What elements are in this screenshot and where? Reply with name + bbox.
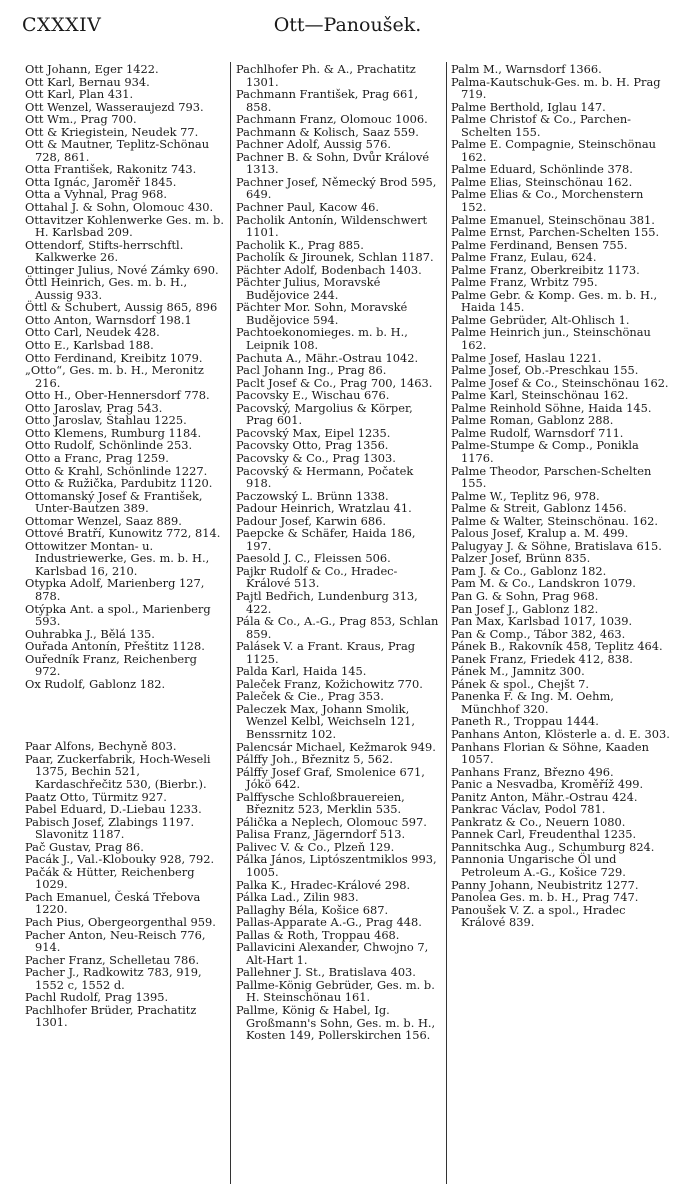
directory-entry: Palme Karl, Steinschönau 162. bbox=[451, 388, 629, 403]
directory-entry: Pannek Carl, Freudenthal 1235. bbox=[451, 827, 637, 842]
directory-entry: Pajtl Bedřich, Lundenburg 313, 422. bbox=[236, 588, 418, 616]
page-number: CXXXIV bbox=[22, 14, 102, 36]
directory-entry: Pach Emanuel, Česká Třebova 1220. bbox=[25, 889, 201, 917]
directory-entry: Pallas-Apparate A.-G., Prag 448. bbox=[236, 915, 422, 930]
directory-entry: Paclt Josef & Co., Prag 700, 1463. bbox=[236, 375, 433, 390]
directory-entry: Palme Berthold, Iglau 147. bbox=[451, 99, 606, 114]
directory-entry: Ott Wenzel, Wasseraujezd 793. bbox=[25, 99, 204, 114]
directory-entry: Palda Karl, Haida 145. bbox=[236, 664, 367, 679]
directory-entry: Ottavitzer Kohlenwerke Ges. m. b. H. Karlsbad 209. bbox=[25, 212, 224, 240]
directory-entry: Palme E. Compagnie, Steinschönau 162. bbox=[451, 137, 656, 164]
column-1 bbox=[25, 63, 225, 1029]
directory-entry: Ottové Bratří, Kunowitz 772, 814. bbox=[25, 526, 221, 541]
directory-entry: Palous Josef, Kralup a. M. 499. bbox=[451, 526, 629, 541]
directory-entry: Pankratz & Co., Neuern 1080. bbox=[451, 814, 626, 829]
directory-entry: Palugyay J. & Söhne, Bratislava 615. bbox=[451, 538, 662, 553]
directory-entry: Pacher J., Radkowitz 783, 919, 1552 c, 1552 d. bbox=[25, 965, 202, 992]
directory-entry: Padour Josef, Karwin 686. bbox=[236, 513, 387, 528]
directory-entry: Palivec V. & Co., Plzeň 129. bbox=[236, 839, 395, 854]
directory-entry: Pálička a Neplech, Olomouc 597. bbox=[236, 814, 427, 829]
directory-entry: Palme Ernst, Parchen-Schelten 155. bbox=[451, 225, 660, 240]
directory-entry: Palzer Josef, Brünn 835. bbox=[451, 551, 591, 566]
directory-entry: Ottahal J. & Sohn, Olomouc 430. bbox=[25, 200, 214, 215]
directory-entry: Pächter Mor. Sohn, Moravské Budějovice 594. bbox=[236, 300, 408, 327]
section-gap bbox=[25, 690, 225, 740]
directory-entry: Panhans Florian & Söhne, Kaaden 1057. bbox=[451, 739, 649, 767]
directory-entry: Palencsár Michael, Kežmarok 949. bbox=[236, 739, 436, 754]
directory-entry: Paepcke & Schäfer, Haida 186, 197. bbox=[236, 526, 416, 553]
directory-entry: Panitz Anton, Mähr.-Ostrau 424. bbox=[451, 789, 638, 804]
directory-entry: Palm M., Warnsdorf 1366. bbox=[451, 62, 602, 76]
directory-entry: Palme Josef & Co., Steinschönau 162. bbox=[451, 375, 669, 390]
directory-entry: Paleček & Cie., Prag 353. bbox=[236, 689, 384, 704]
directory-entry: Palme W., Teplitz 96, 978. bbox=[451, 488, 600, 503]
directory-entry: Pachlhofer Brüder, Prachatitz 1301. bbox=[25, 1002, 197, 1030]
directory-entry: Pacholik K., Prag 885. bbox=[236, 237, 364, 252]
directory-entry: Paatz Otto, Türmitz 927. bbox=[25, 789, 167, 804]
directory-entry: Palma-Kautschuk-Ges. m. b. H. Prag 719. bbox=[451, 74, 661, 102]
directory-entry: Otto H., Ober-Hennersdorf 778. bbox=[25, 388, 210, 403]
directory-entry: Pallme, König & Habel, Ig. Großmann's Sohn, Ges. m. b. H., Kosten 149, Pollerskirchen 156. bbox=[236, 1003, 436, 1043]
directory-entry: Palme Heinrich jun., Steinschönau 162. bbox=[451, 325, 651, 353]
directory-entry: Paesold J. C., Fleissen 506. bbox=[236, 551, 391, 566]
directory-entry: Pallme-König Gebrüder, Ges. m. b. H. Steinschönau 161. bbox=[236, 977, 435, 1005]
directory-entry: Pachtoekonomieges. m. b. H., Leipnik 108. bbox=[236, 325, 408, 353]
directory-entry: Pálffy Josef Graf, Smolenice 671, Jókö 642. bbox=[236, 764, 425, 792]
directory-entry: Palme Emanuel, Steinschönau 381. bbox=[451, 212, 655, 227]
directory-entry: Panny Johann, Neubistritz 1277. bbox=[451, 877, 639, 892]
directory-entry: Panolea Ges. m. b. H., Prag 747. bbox=[451, 890, 639, 905]
directory-entry: Pächter Adolf, Bodenbach 1403. bbox=[236, 262, 422, 277]
directory-entry: Ottomar Wenzel, Saaz 889. bbox=[25, 513, 182, 528]
directory-entry: Ottomanský Josef & František, Unter-Bautzen 389. bbox=[25, 488, 203, 516]
directory-entry: Palffysche Schloßbrauereien, Březnitz 523, Merklin 535. bbox=[236, 789, 405, 817]
directory-entry: Palme Franz, Eulau, 624. bbox=[451, 250, 597, 265]
directory-entry: Palme Ferdinand, Bensen 755. bbox=[451, 237, 628, 252]
directory-entry: Pam J. & Co., Gablonz 182. bbox=[451, 563, 607, 578]
directory-entry: Panoušek V. Z. a spol., Hradec Králové 839. bbox=[451, 902, 626, 930]
directory-entry: Pála & Co., A.-G., Prag 853, Schlan 859. bbox=[236, 614, 439, 641]
directory-entry: Pachmann Franz, Olomouc 1006. bbox=[236, 112, 428, 127]
directory-entry: Pálka Lad., Zilin 983. bbox=[236, 890, 359, 905]
directory-entry: Pálka János, Liptószentmiklos 993, 1005. bbox=[236, 852, 437, 879]
directory-entry: Pachmann & Kolisch, Saaz 559. bbox=[236, 124, 419, 139]
directory-entry: Otto & Ružička, Pardubitz 1120. bbox=[25, 476, 213, 491]
directory-entry: Pálffy Joh., Březnitz 5, 562. bbox=[236, 752, 393, 767]
directory-entry: Pan Josef J., Gablonz 182. bbox=[451, 601, 599, 616]
directory-entry: Otto Carl, Neudek 428. bbox=[25, 325, 160, 340]
directory-entry: Ott & Mautner, Teplitz-Schönau 728, 861. bbox=[25, 137, 210, 164]
directory-entry: Palme Josef, Ob.-Preschkau 155. bbox=[451, 363, 639, 378]
directory-entry: Ouřada Antonín, Přeštitz 1128. bbox=[25, 639, 205, 654]
directory-entry: Pánek M., Jamnitz 300. bbox=[451, 664, 585, 679]
directory-entry: Pachner Paul, Kacow 46. bbox=[236, 200, 379, 215]
directory-entry: Pacovsky & Co., Prag 1303. bbox=[236, 450, 396, 465]
directory-entry: Pan G. & Sohn, Prag 968. bbox=[451, 588, 599, 603]
directory-entry: Pachuta A., Mähr.-Ostrau 1042. bbox=[236, 350, 419, 365]
directory-entry: Pánek B., Rakovník 458, Teplitz 464. bbox=[451, 639, 663, 654]
directory-entry: Palme & Walter, Steinschönau. 162. bbox=[451, 513, 658, 528]
directory-entry: Palme Eduard, Schönlinde 378. bbox=[451, 162, 633, 177]
directory-entry: Öttl & Schubert, Aussig 865, 896 bbox=[25, 300, 218, 315]
directory-entry: Paczowský L. Brünn 1338. bbox=[236, 488, 389, 503]
directory-entry: Palme Rudolf, Warnsdorf 711. bbox=[451, 425, 624, 440]
directory-entry: Palka K., Hradec-Králové 298. bbox=[236, 877, 411, 892]
directory-entry: Paar, Zuckerfabrik, Hoch-Weseli 1375, Bechin 521, Kardaschřečitz 530, (Bierbr.). bbox=[25, 751, 211, 791]
directory-entry: Ott Karl, Bernau 934. bbox=[25, 74, 150, 89]
directory-entry: Panhans Franz, Březno 496. bbox=[451, 764, 614, 779]
directory-entry: Pánek & spol., Chejšt 7. bbox=[451, 676, 590, 691]
directory-entry: Pachlhofer Ph. & A., Prachatitz 1301. bbox=[236, 62, 416, 89]
directory-entry: Otto Jaroslav, Prag 543. bbox=[25, 400, 163, 415]
directory-entry: Palme-Stumpe & Comp., Ponikla 1176. bbox=[451, 438, 639, 465]
directory-entry: Palme Gebrüder, Alt-Ohlisch 1. bbox=[451, 312, 630, 327]
directory-entry: Paneth R., Troppau 1444. bbox=[451, 714, 599, 729]
directory-entry: Ottendorf, Stifts-herrschftl. Kalkwerke 26. bbox=[25, 237, 184, 265]
directory-entry: Palásek V. a Frant. Kraus, Prag 1125. bbox=[236, 639, 416, 666]
directory-entry: Ottinger Julius, Nové Zámky 690. bbox=[25, 262, 219, 277]
directory-entry: Pacovský, Margolius & Körper, Prag 601. bbox=[236, 400, 413, 428]
column-divider bbox=[446, 62, 447, 1184]
directory-entry: Otýpka Ant. a spol., Marienberg 593. bbox=[25, 601, 211, 629]
directory-entry: Palme Theodor, Parschen-Schelten 155. bbox=[451, 463, 652, 491]
directory-entry: Pacl Johann Ing., Prag 86. bbox=[236, 363, 387, 378]
directory-entry: Pacher Franz, Schelletau 786. bbox=[25, 952, 200, 967]
directory-entry: Pannitschka Aug., Schumburg 824. bbox=[451, 839, 655, 854]
directory-entry: Pacholik Antonín, Wildenschwert 1101. bbox=[236, 212, 428, 240]
directory-entry: Pach Pius, Obergeorgenthal 959. bbox=[25, 915, 216, 929]
directory-entry: Pajkr Rudolf & Co., Hradec-Králové 513. bbox=[236, 563, 398, 591]
directory-entry: Pabel Eduard, D.-Liebau 1233. bbox=[25, 802, 202, 817]
directory-entry: Pan Max, Karlsbad 1017, 1039. bbox=[451, 614, 633, 629]
directory-entry: Otto Jaroslav, Štahlau 1225. bbox=[25, 413, 187, 428]
directory-entry: Otta a Vyhnal, Prag 968. bbox=[25, 187, 168, 202]
directory-entry: Paar Alfons, Bechyně 803. bbox=[25, 739, 177, 754]
column-2 bbox=[236, 63, 441, 1042]
page-header bbox=[0, 0, 695, 55]
directory-entry: Pankrac Václav, Podol 781. bbox=[451, 802, 606, 817]
directory-entry: Ottowitzer Montan- u. Industriewerke, Ges. m. b. H., Karlsbad 16, 210. bbox=[25, 538, 210, 578]
directory-entry: Otto Ferdinand, Kreibitz 1079. bbox=[25, 350, 203, 365]
directory-entry: Pallehner J. St., Bratislava 403. bbox=[236, 965, 416, 980]
directory-entry: Ott & Kriegistein, Neudek 77. bbox=[25, 124, 199, 139]
directory-entry: Ott Johann, Eger 1422. bbox=[25, 62, 159, 76]
directory-entry: Pacholík & Jirounek, Schlan 1187. bbox=[236, 250, 434, 265]
directory-entry: Pacovsky Otto, Prag 1356. bbox=[236, 438, 389, 453]
directory-entry: Pächter Julius, Moravské Budějovice 244. bbox=[236, 275, 381, 302]
directory-entry: Paleczek Max, Johann Smolik, Wenzel Kelbl, Weichseln 121, Benssrnitz 102. bbox=[236, 701, 416, 741]
directory-entry: Öttl Heinrich, Ges. m. b. H., Aussig 933. bbox=[25, 275, 188, 302]
directory-entry: Paleček Franz, Kožichowitz 770. bbox=[236, 676, 423, 691]
directory-entry: Pacovsky E., Wischau 676. bbox=[236, 388, 390, 403]
directory-entry: Otto & Krahl, Schönlinde 1227. bbox=[25, 463, 208, 478]
directory-entry: Pan & Comp., Tábor 382, 463. bbox=[451, 626, 626, 641]
directory-entry: Pacák J., Val.-Klobouky 928, 792. bbox=[25, 852, 215, 867]
directory-entry: Panenka F. & Ing. M. Oehm, Münchhof 320. bbox=[451, 689, 614, 716]
column-divider bbox=[230, 62, 231, 1184]
directory-entry: Otto Anton, Warnsdorf 198.1 bbox=[25, 312, 192, 327]
directory-entry: Otto a Franc, Prag 1259. bbox=[25, 450, 169, 465]
directory-entry: Pallas & Roth, Troppau 468. bbox=[236, 927, 400, 942]
directory-entry: Ox Rudolf, Gablonz 182. bbox=[25, 676, 166, 691]
directory-entry: Otta František, Rakonitz 743. bbox=[25, 162, 197, 177]
directory-entry: Palme Franz, Wrbitz 795. bbox=[451, 275, 598, 290]
directory-entry: Pannonia Ungarische Öl und Petroleum A.-G., Košice 729. bbox=[451, 852, 626, 879]
directory-entry: Panek Franz, Friedek 412, 838. bbox=[451, 651, 633, 666]
directory-entry: Palme Reinhold Söhne, Haida 145. bbox=[451, 400, 652, 415]
directory-entry: Pač Gustav, Prag 86. bbox=[25, 839, 144, 854]
running-head: Ott—Panoušek. bbox=[273, 14, 422, 36]
directory-entry: Palme Gebr. & Komp. Ges. m. b. H., Haida 145. bbox=[451, 287, 658, 315]
directory-entry: Padour Heinrich, Wratzlau 41. bbox=[236, 501, 412, 516]
directory-entry: Pabisch Josef, Zlabings 1197. Slavonitz 1187. bbox=[25, 814, 195, 842]
directory-entry: Panhans Anton, Klösterle a. d. E. 303. bbox=[451, 726, 670, 741]
directory-entry: Otto Klemens, Rumburg 1184. bbox=[25, 425, 202, 440]
directory-entry: Pam M. & Co., Landskron 1079. bbox=[451, 576, 636, 591]
directory-entry: Pachner Adolf, Aussig 576. bbox=[236, 137, 392, 152]
directory-entry: Palme Christof & Co., Parchen-Schelten 155. bbox=[451, 112, 632, 139]
directory-entry: Palme Roman, Gablonz 288. bbox=[451, 413, 614, 428]
directory-entry: Otypka Adolf, Marienberg 127, 878. bbox=[25, 576, 205, 603]
column-3 bbox=[451, 63, 671, 929]
directory-entry: Pallaghy Béla, Košice 687. bbox=[236, 902, 389, 917]
directory-entry: Pacher Anton, Neu-Reisch 776, 914. bbox=[25, 927, 206, 955]
directory-entry: Palisa Franz, Jägerndorf 513. bbox=[236, 827, 406, 842]
directory-entry: Ott Wm., Prag 700. bbox=[25, 112, 137, 127]
directory-entry: Palme Franz, Oberkreibitz 1173. bbox=[451, 262, 640, 277]
directory-entry: Ott Karl, Plan 431. bbox=[25, 87, 134, 102]
directory-entry: Palme Josef, Haslau 1221. bbox=[451, 350, 602, 365]
directory-entry: Pacovský & Hermann, Počatek 918. bbox=[236, 463, 414, 491]
directory-entry: Otto E., Karlsbad 188. bbox=[25, 338, 154, 353]
directory-entry: Panic a Nesvadba, Kroměříž 499. bbox=[451, 777, 644, 792]
directory-entry: Pallavicini Alexander, Chwojno 7, Alt-Hart 1. bbox=[236, 940, 429, 967]
directory-entry: Palme Elias & Co., Morchenstern 152. bbox=[451, 187, 644, 215]
directory-entry: Pachner B. & Sohn, Dvůr Králové 1313. bbox=[236, 149, 430, 177]
directory-entry: Pachl Rudolf, Prag 1395. bbox=[25, 990, 169, 1005]
directory-entry: Ouhrabka J., Bělá 135. bbox=[25, 626, 155, 641]
directory-entry: Otta Ignác, Jaroměř 1845. bbox=[25, 174, 177, 189]
directory-entry: Pachmann František, Prag 661, 858. bbox=[236, 87, 419, 114]
directory-entry: Palme Elias, Steinschönau 162. bbox=[451, 174, 633, 189]
directory-entry: Pačák & Hütter, Reichenberg 1029. bbox=[25, 864, 195, 892]
directory-entry: Pachner Josef, Německý Brod 595, 649. bbox=[236, 174, 437, 202]
directory-entry: Pacovský Max, Eipel 1235. bbox=[236, 425, 391, 440]
directory-entry: Palme & Streit, Gablonz 1456. bbox=[451, 501, 627, 516]
directory-entry: „Otto“, Ges. m. b. H., Meronitz 216. bbox=[25, 363, 204, 390]
directory-entry: Otto Rudolf, Schönlinde 253. bbox=[25, 438, 193, 453]
directory-entry: Ouředník Franz, Reichenberg 972. bbox=[25, 651, 197, 679]
